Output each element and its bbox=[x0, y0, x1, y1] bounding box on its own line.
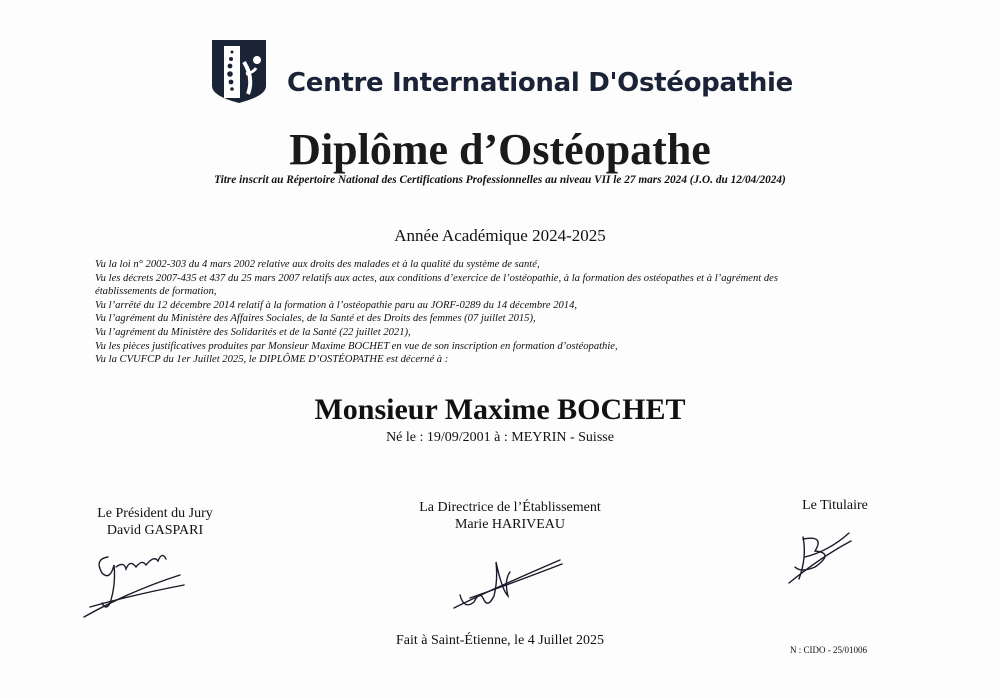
organization-name: Centre International D'Ostéopathie bbox=[287, 68, 793, 98]
legal-visas bbox=[95, 258, 885, 367]
visa-line: Vu la loi n° 2002-303 du 4 mars 2002 relative aux droits des malades et à la qualité du système de santé, bbox=[95, 259, 540, 270]
director-role: La Directrice de l’Établissement bbox=[419, 500, 601, 515]
president-signature-block bbox=[70, 505, 240, 539]
director-name: Marie HARIVEAU bbox=[454, 517, 566, 532]
holder-role: Le Titulaire bbox=[802, 498, 868, 513]
director-signature-icon bbox=[450, 550, 570, 615]
birth-info: Né le : 19/09/2001 à : MEYRIN - Suisse bbox=[386, 430, 614, 445]
visa-line: Vu les pièces justificatives produites par Monsieur Maxime BOCHET en vue de son inscription en formation d’ostéopathie, bbox=[95, 340, 618, 352]
president-role: Le Président du Jury bbox=[97, 506, 213, 521]
spine-shield-logo-icon bbox=[210, 38, 268, 104]
director-signature-block bbox=[390, 499, 630, 533]
diploma-reference: N : CIDO - 25/01006 bbox=[790, 645, 867, 655]
visa-line: Vu l’arrêté du 12 décembre 2014 relatif à la formation à l’ostéopathie paru au JORF-0289 du 14 décembre 2014, bbox=[95, 299, 578, 311]
holder-signature-block bbox=[770, 497, 900, 514]
visa-line: Vu l’agrément du Ministère des Solidarités et de la Santé (22 juillet 2021), bbox=[95, 326, 411, 338]
place-and-date: Fait à Saint-Étienne, le 4 Juillet 2025 bbox=[395, 633, 605, 648]
visa-line: établissements de formation, bbox=[95, 286, 217, 298]
visa-line: Vu la CVUFCP du 1er Juillet 2025, le DIPLÔME D’OSTÉOPATHE est décerné à : bbox=[95, 354, 449, 366]
visa-line: Vu les décrets 2007-435 et 437 du 25 mars 2007 relatifs aux actes, aux conditions d’exercice de l’ostéopathie, à la formation des ostéopathes et à l’agrément des bbox=[95, 272, 778, 284]
academic-year: Année Académique 2024-2025 bbox=[394, 226, 606, 245]
president-signature-icon bbox=[80, 545, 190, 625]
president-name: David GASPARI bbox=[106, 523, 204, 538]
recipient-name: Monsieur Maxime BOCHET bbox=[314, 393, 686, 426]
holder-signature-icon bbox=[785, 527, 855, 587]
diploma-subtitle: Titre inscrit au Répertoire National des Certifications Professionnelles au niveau VII le 27 mars 2024 (J.O. du 12/04/2024) bbox=[214, 174, 786, 186]
visa-line: Vu l’agrément du Ministère des Affaires Sociales, de la Santé et des Droits des femmes (07 juillet 2015), bbox=[95, 313, 536, 325]
diploma-title: Diplôme d’Ostéopathe bbox=[289, 125, 711, 174]
